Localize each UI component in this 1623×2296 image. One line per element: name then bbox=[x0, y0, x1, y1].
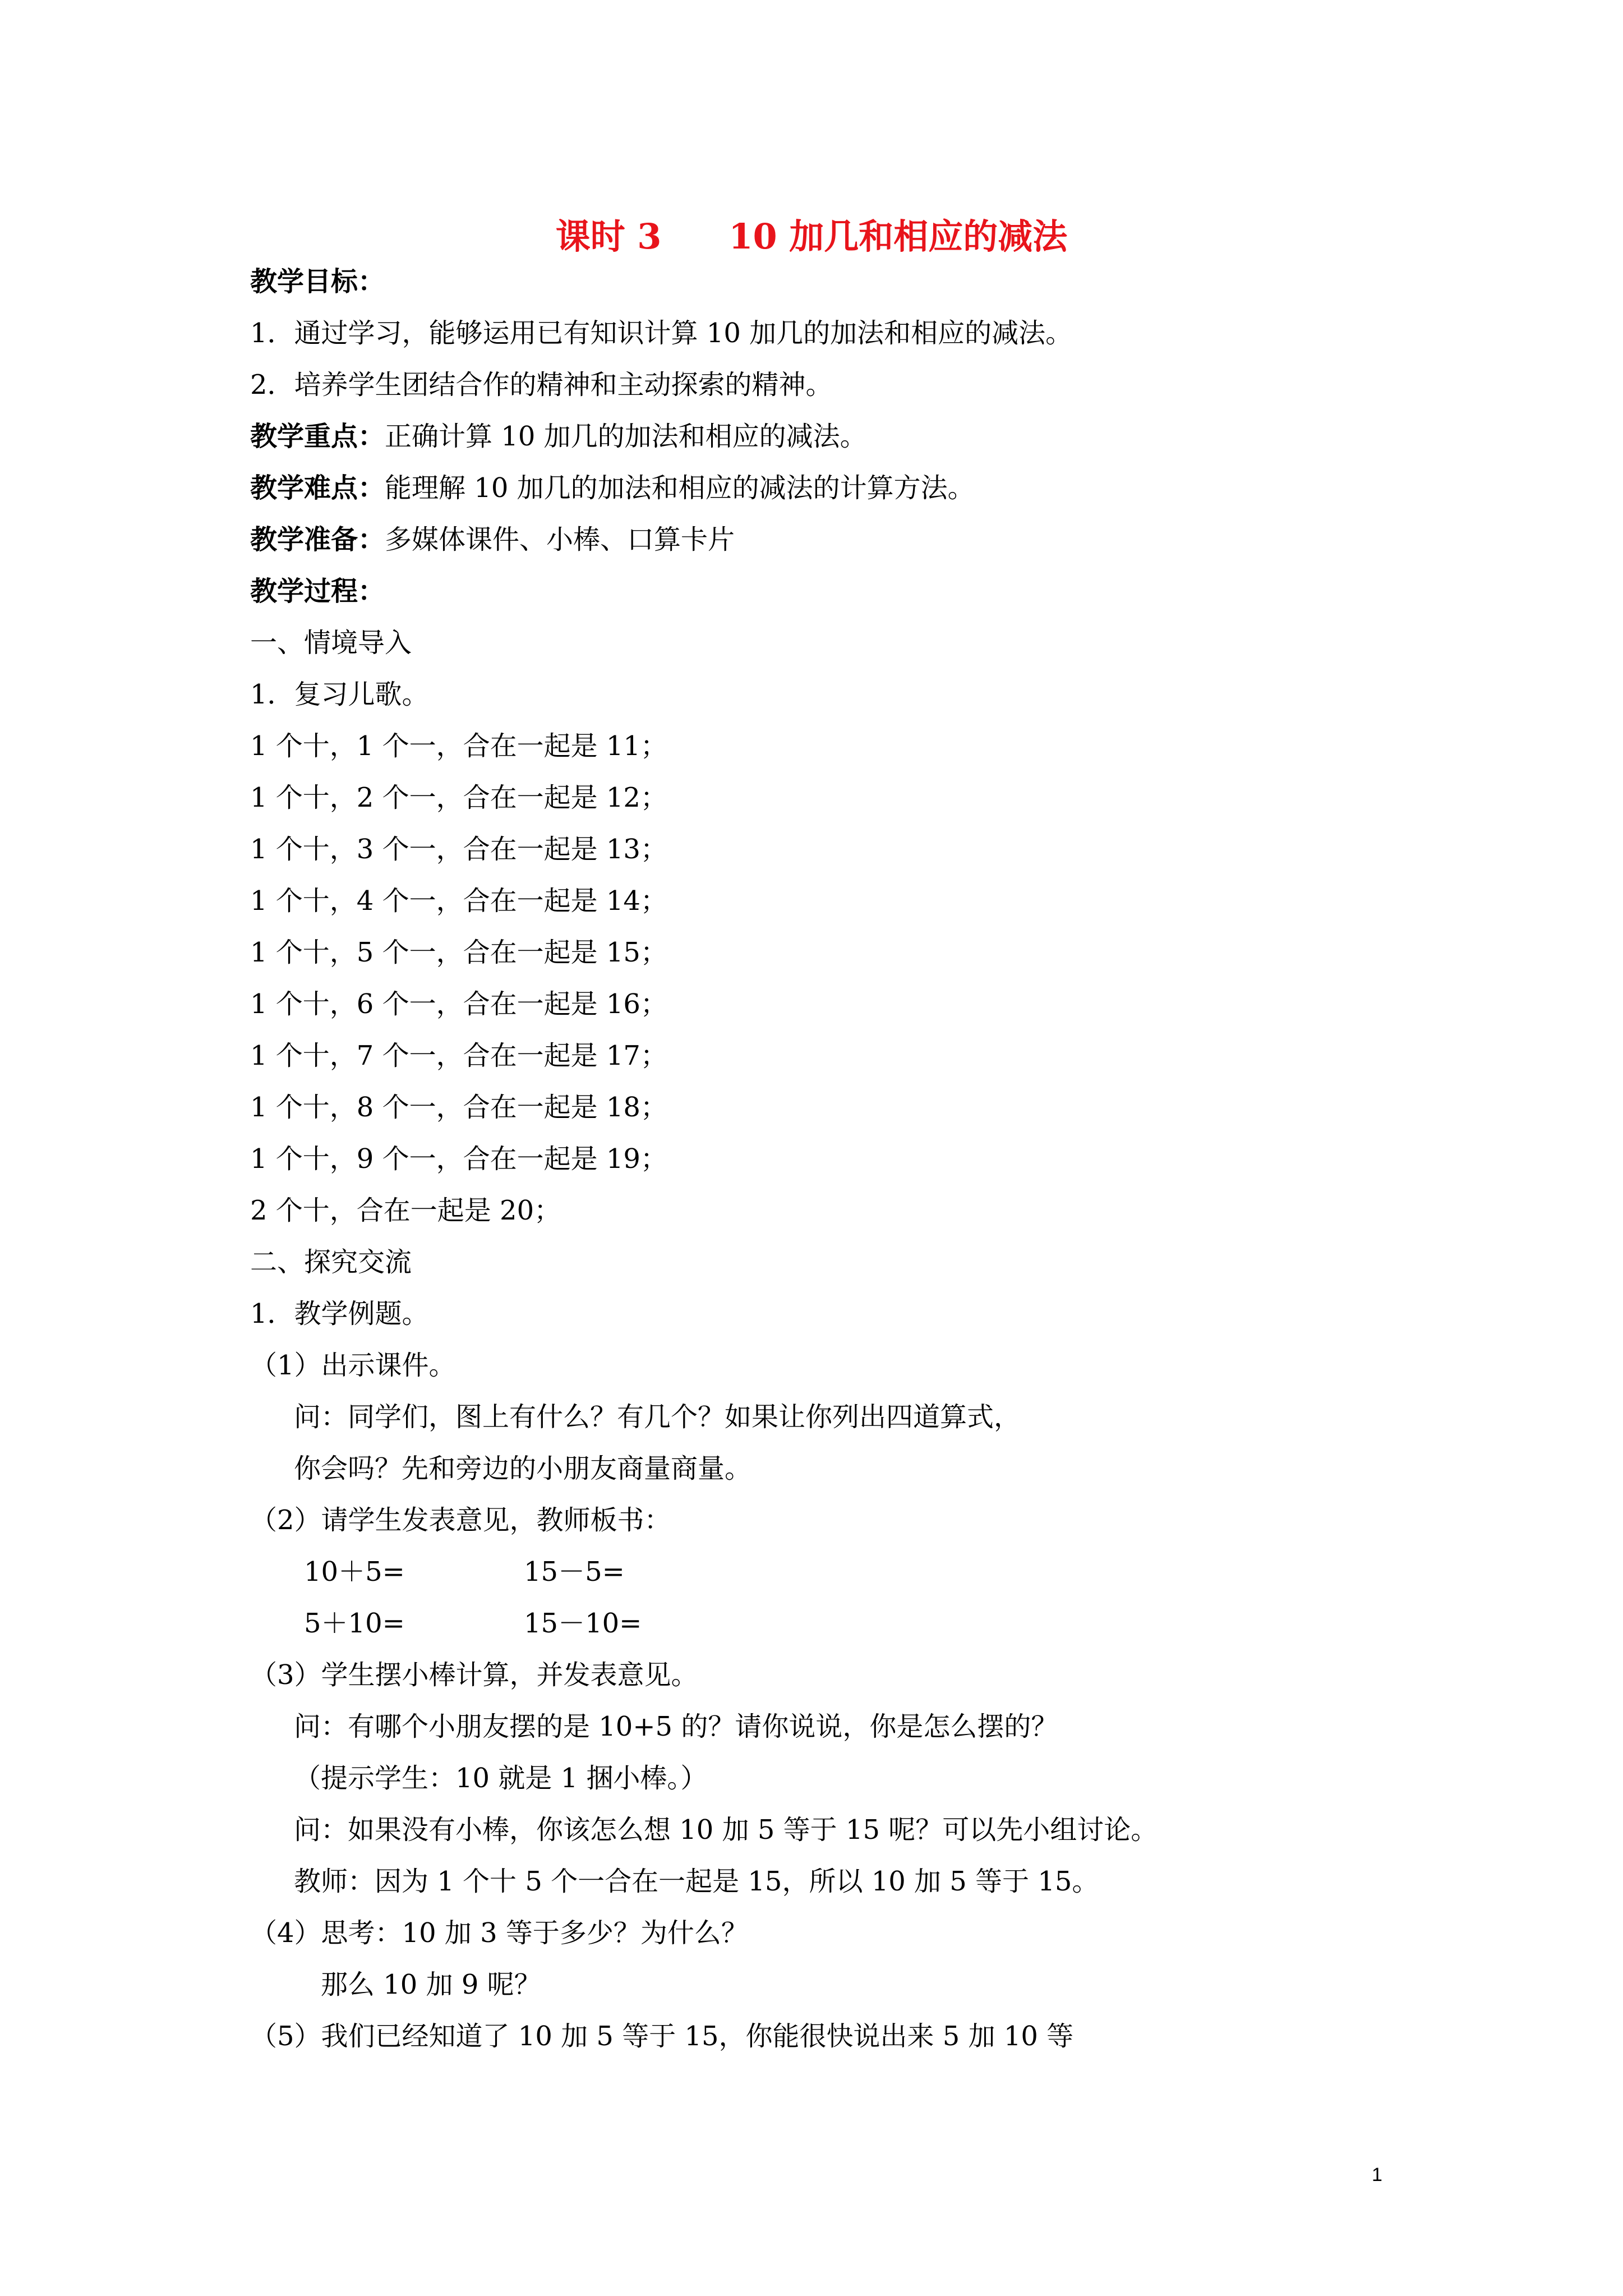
song-line: 1 个十，7 个一，合在一起是 17； bbox=[250, 1040, 667, 1071]
difficulty-label: 教学难点： bbox=[250, 472, 385, 504]
preparation-label: 教学准备： bbox=[250, 524, 385, 555]
difficulty bbox=[250, 470, 975, 506]
key-point bbox=[250, 418, 867, 454]
song-line: 1 个十，3 个一，合在一起是 13； bbox=[250, 834, 667, 865]
song-line: 1 个十，6 个一，合在一起是 16； bbox=[250, 988, 667, 1020]
process-heading: 教学过程： bbox=[250, 576, 385, 607]
page-title bbox=[0, 209, 1623, 259]
equation: 5＋10= bbox=[304, 1608, 405, 1639]
equation-row bbox=[304, 1554, 865, 1590]
song-line: 1 个十，4 个一，合在一起是 14； bbox=[250, 885, 667, 917]
objective-2: 2．培养学生团结合作的精神和主动探索的精神。 bbox=[250, 369, 833, 401]
section-heading-1: 一、情境导入 bbox=[250, 627, 412, 659]
page-number: 1 bbox=[1372, 2164, 1382, 2185]
objective-1: 1．通过学习，能够运用已有知识计算 10 加几的加法和相应的减法。 bbox=[250, 318, 1073, 349]
step-3-question-2: 问：如果没有小棒，你该怎么想 10 加 5 等于 15 呢？可以先小组讨论。 bbox=[294, 1814, 1158, 1846]
example-item: 1．教学例题。 bbox=[250, 1298, 429, 1329]
step-1: （1）出示课件。 bbox=[250, 1350, 456, 1381]
step-1-question-line-1: 问：同学们，图上有什么？有几个？如果让你列出四道算式， bbox=[294, 1401, 1021, 1433]
song-line: 1 个十，1 个一，合在一起是 11； bbox=[250, 730, 667, 762]
title-topic: 10 加几和相应的减法 bbox=[728, 216, 1068, 257]
key-point-text: 正确计算 10 加几的加法和相应的减法。 bbox=[385, 421, 867, 452]
song-line: 1 个十，9 个一，合在一起是 19； bbox=[250, 1143, 667, 1175]
step-3-teacher: 教师：因为 1 个十 5 个一合在一起是 15，所以 10 加 5 等于 15。 bbox=[294, 1866, 1099, 1897]
equation: 15－10= bbox=[524, 1608, 642, 1639]
title-lesson-number: 课时 3 bbox=[555, 216, 662, 257]
step-3-question-1: 问：有哪个小朋友摆的是 10+5 的？请你说说，你是怎么摆的？ bbox=[294, 1711, 1058, 1742]
review-item: 1．复习儿歌。 bbox=[250, 679, 429, 710]
step-4: （4）思考：10 加 3 等于多少？为什么？ bbox=[250, 1917, 748, 1949]
objectives-heading: 教学目标： bbox=[250, 266, 385, 297]
step-3: （3）学生摆小棒计算，并发表意见。 bbox=[250, 1659, 698, 1691]
preparation-text: 多媒体课件、小棒、口算卡片 bbox=[385, 524, 735, 555]
equation: 15－5= bbox=[524, 1556, 625, 1588]
step-3-hint: （提示学生：10 就是 1 捆小棒。） bbox=[294, 1763, 708, 1794]
step-4-follow-up: 那么 10 加 9 呢？ bbox=[321, 1969, 541, 2000]
preparation bbox=[250, 522, 735, 558]
song-line: 1 个十，8 个一，合在一起是 18； bbox=[250, 1092, 667, 1123]
equation-row bbox=[304, 1605, 865, 1641]
step-2: （2）请学生发表意见，教师板书： bbox=[250, 1504, 671, 1536]
difficulty-text: 能理解 10 加几的加法和相应的减法的计算方法。 bbox=[385, 472, 975, 504]
song-line: 1 个十，2 个一，合在一起是 12； bbox=[250, 782, 667, 813]
song-line: 2 个十，合在一起是 20； bbox=[250, 1195, 561, 1226]
section-heading-2: 二、探究交流 bbox=[250, 1246, 412, 1278]
step-5: （5）我们已经知道了 10 加 5 等于 15，你能很快说出来 5 加 10 等 bbox=[250, 2021, 1074, 2052]
key-point-label: 教学重点： bbox=[250, 421, 385, 452]
equation: 10＋5= bbox=[304, 1556, 405, 1588]
step-1-question-line-2: 你会吗？先和旁边的小朋友商量商量。 bbox=[294, 1453, 752, 1484]
song-line: 1 个十，5 个一，合在一起是 15； bbox=[250, 937, 667, 968]
